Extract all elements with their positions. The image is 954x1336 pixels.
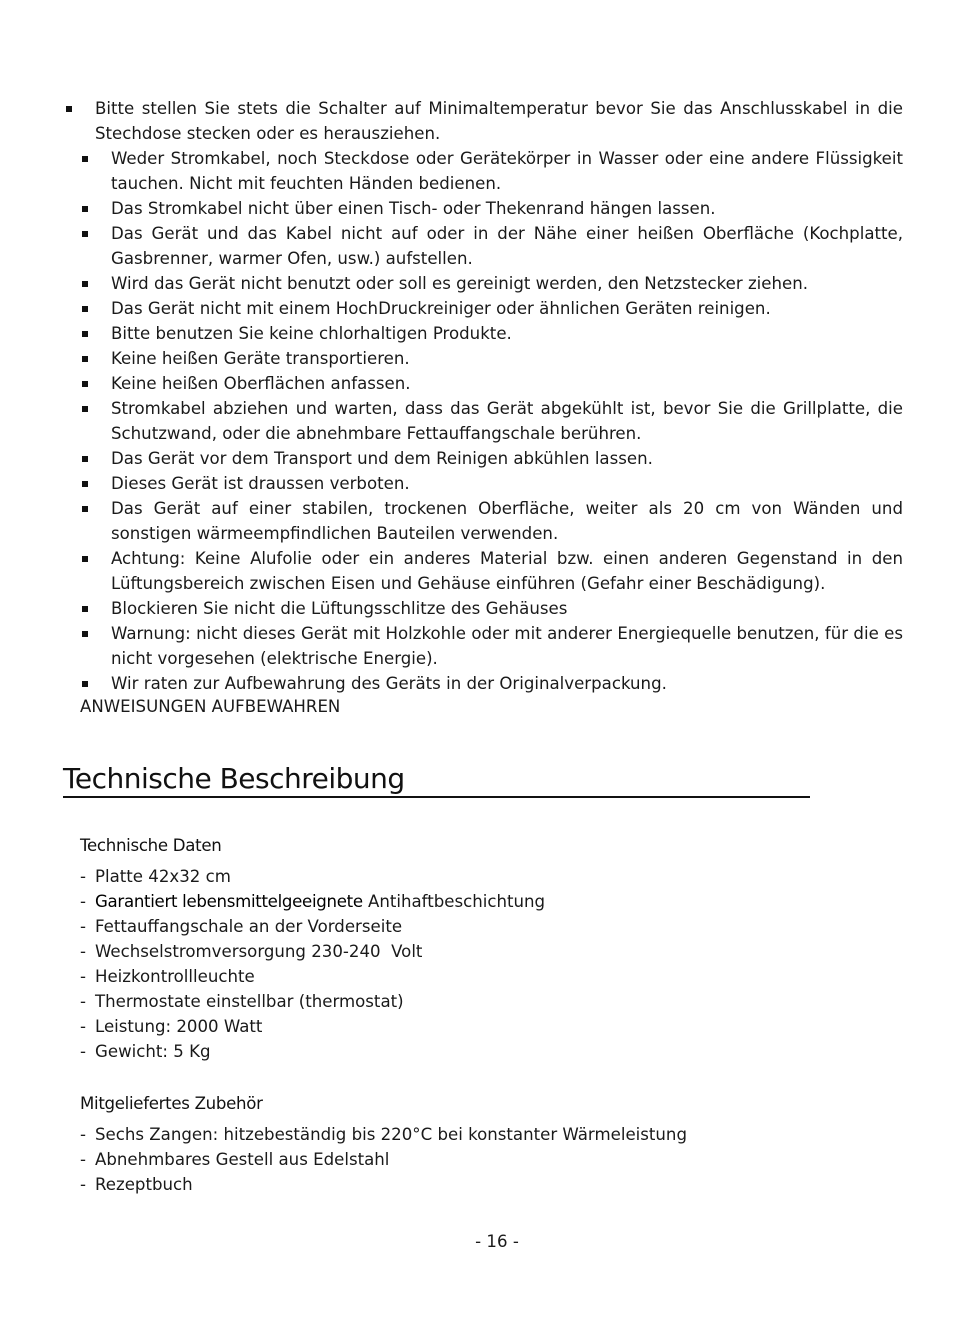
square-bullet-icon — [82, 406, 88, 412]
tech-data-list — [0, 864, 954, 1064]
square-bullet-icon — [82, 631, 88, 637]
list-item: Das Gerät auf einer stabilen, trockenen Oberfläche, weiter als 20 cm von Wänden und sonstigen wärmeempfindlichen Bauteilen verwenden. — [0, 496, 903, 546]
list-item: Blockieren Sie nicht die Lüftungsschlitze des Gehäuses — [0, 596, 903, 621]
keep-instructions-note: ANWEISUNGEN AUFBEWAHREN — [80, 697, 341, 716]
list-item: Bitte benutzen Sie keine chlorhaltigen Produkte. — [0, 321, 903, 346]
list-item: - Leistung: 2000 Watt — [80, 1017, 263, 1036]
list-item: - Heizkontrollleuchte — [80, 967, 255, 986]
square-bullet-icon — [82, 156, 88, 162]
tech-data-heading: Technische Daten — [80, 836, 222, 855]
square-bullet-icon — [82, 481, 88, 487]
section-title: Technische Beschreibung — [63, 760, 810, 798]
list-item: Das Gerät nicht mit einem HochDruckreiniger oder ähnlichen Geräten reinigen. — [0, 296, 903, 321]
list-item: Das Stromkabel nicht über einen Tisch- oder Thekenrand hängen lassen. — [0, 196, 903, 221]
list-item: - Wechselstromversorgung 230-240 Volt — [80, 942, 423, 961]
list-item: Das Gerät vor dem Transport und dem Reinigen abkühlen lassen. — [0, 446, 903, 471]
list-item: Bitte stellen Sie stets die Schalter auf Minimaltemperatur bevor Sie das Anschlusskabel in die Stechdose stecken oder es herausziehen. — [0, 96, 903, 146]
list-item: - Gewicht: 5 Kg — [80, 1042, 211, 1061]
list-item: - Platte 42x32 cm — [80, 867, 231, 886]
square-bullet-icon — [82, 281, 88, 287]
list-item: - Garantiert lebensmittelgeeignete Antihaftbeschichtung — [80, 892, 546, 911]
highlighted-text: Garantiert lebensmittelgeeignete — [95, 892, 363, 911]
list-item: - Sechs Zangen: hitzebeständig bis 220°C bei konstanter Wärmeleistung — [80, 1125, 687, 1144]
list-item: Keine heißen Oberflächen anfassen. — [0, 371, 903, 396]
square-bullet-icon — [82, 606, 88, 612]
list-item: Warnung: nicht dieses Gerät mit Holzkohle oder mit anderer Energiequelle benutzen, für die es nicht vorgesehen (elektrische Energie). — [0, 621, 903, 671]
square-bullet-icon — [66, 106, 72, 112]
square-bullet-icon — [82, 306, 88, 312]
square-bullet-icon — [82, 331, 88, 337]
list-item: Achtung: Keine Alufolie oder ein anderes Material bzw. einen anderen Gegenstand in den Lüftungsbereich zwischen Eisen und Gehäuse einführen (Gefahr einer Beschädigung). — [0, 546, 903, 596]
square-bullet-icon — [82, 206, 88, 212]
list-item: Das Gerät und das Kabel nicht auf oder in der Nähe einer heißen Oberfläche (Kochplatte, Gasbrenner, warmer Ofen, usw.) aufstellen. — [0, 221, 903, 271]
list-item: Wird das Gerät nicht benutzt oder soll es gereinigt werden, den Netzstecker ziehen. — [0, 271, 903, 296]
square-bullet-icon — [82, 356, 88, 362]
list-item: - Abnehmbares Gestell aus Edelstahl — [80, 1150, 390, 1169]
list-item: - Fettauffangschale an der Vorderseite — [80, 917, 403, 936]
square-bullet-icon — [82, 556, 88, 562]
list-item: Dieses Gerät ist draussen verboten. — [0, 471, 903, 496]
square-bullet-icon — [82, 456, 88, 462]
square-bullet-icon — [82, 381, 88, 387]
square-bullet-icon — [82, 231, 88, 237]
list-item: Weder Stromkabel, noch Steckdose oder Gerätekörper in Wasser oder eine andere Flüssigkeit tauchen. Nicht mit feuchten Händen bedienen. — [0, 146, 903, 196]
list-item: Keine heißen Geräte transportieren. — [0, 346, 903, 371]
accessories-list — [0, 1122, 954, 1197]
accessories-heading: Mitgeliefertes Zubehör — [80, 1094, 263, 1113]
list-item: Stromkabel abziehen und warten, dass das Gerät abgekühlt ist, bevor Sie die Grillplatte, die Schutzwand, oder die abnehmbare Fettauffangschale berühren. — [0, 396, 903, 446]
list-item: - Thermostate einstellbar (thermostat) — [80, 992, 404, 1011]
list-item: Wir raten zur Aufbewahrung des Geräts in der Originalverpackung. — [0, 671, 903, 696]
square-bullet-icon — [82, 681, 88, 687]
page-number: - 16 - — [475, 1232, 519, 1251]
safety-instructions-list — [0, 96, 954, 696]
square-bullet-icon — [82, 506, 88, 512]
list-item: - Rezeptbuch — [80, 1175, 193, 1194]
